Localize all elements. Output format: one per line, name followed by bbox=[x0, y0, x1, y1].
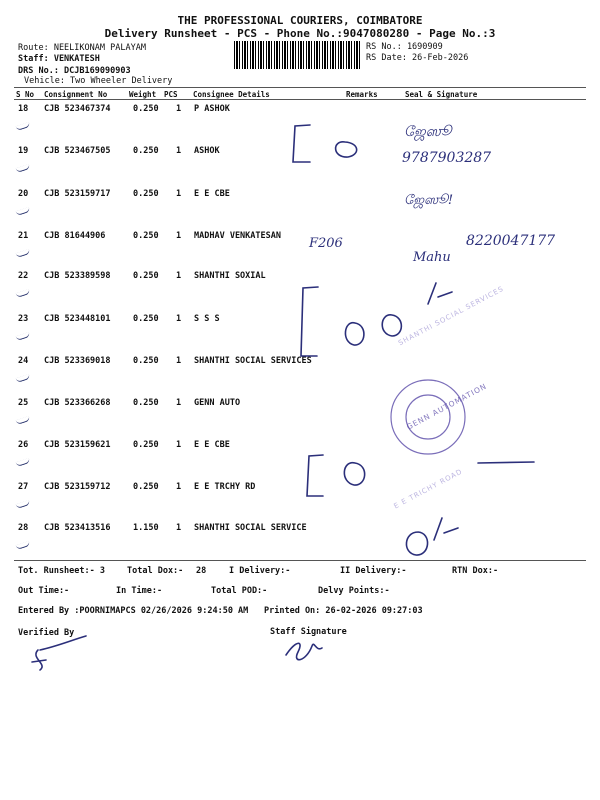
row-consignment: CJB 523467374 bbox=[44, 104, 111, 114]
row-pcs: 1 bbox=[176, 231, 182, 241]
line-mark bbox=[478, 462, 534, 463]
bracket-mark-2 bbox=[301, 287, 318, 356]
row-consignment: CJB 523159621 bbox=[44, 440, 111, 450]
circled-2-mark-2 bbox=[344, 463, 364, 485]
row-consignment: CJB 523369018 bbox=[44, 356, 111, 366]
row-consignment: CJB 523467505 bbox=[44, 146, 111, 156]
col-seal-signature: Seal & Signature bbox=[405, 90, 478, 99]
row-consignment: CJB 523366268 bbox=[44, 398, 111, 408]
row-pcs: 1 bbox=[176, 104, 182, 114]
row-consignment: CJB 523413516 bbox=[44, 523, 111, 533]
row-consignee: SHANTHI SOCIAL SERVICE bbox=[194, 523, 307, 533]
row-consignee: SHANTHI SOXIAL bbox=[194, 271, 266, 281]
row-weight: 0.250 bbox=[133, 189, 159, 199]
row-consignment: CJB 81644906 bbox=[44, 231, 106, 241]
row-sno: 20 bbox=[18, 189, 29, 199]
row-weight: 0.250 bbox=[133, 271, 159, 281]
in-time: In Time:- bbox=[116, 586, 163, 596]
entered-by: Entered By :POORNIMAPCS 02/26/2026 9:24:50 AM bbox=[18, 606, 249, 616]
handwritten-phone-19: 9787903287 bbox=[402, 150, 492, 166]
bracket-mark-3 bbox=[307, 455, 323, 496]
bracket-mark-1 bbox=[293, 125, 310, 162]
row-sno: 22 bbox=[18, 271, 29, 281]
row-sno: 26 bbox=[18, 440, 29, 450]
row-sno: 25 bbox=[18, 398, 29, 408]
row-pcs: 1 bbox=[176, 146, 182, 156]
row-weight: 0.250 bbox=[133, 356, 159, 366]
circled-3-mark-1 bbox=[345, 323, 363, 345]
delvy-points: Delvy Points:- bbox=[318, 586, 390, 596]
route-label: Route: NEELIKONAM PALAYAM bbox=[18, 43, 146, 53]
handwritten-phone-21: 8220047177 bbox=[466, 233, 556, 249]
slash-mark-2 bbox=[434, 518, 458, 540]
row-weight: 0.250 bbox=[133, 314, 159, 324]
row-sno: 23 bbox=[18, 314, 29, 324]
circled-3-mark-2 bbox=[382, 315, 401, 336]
col-sno: S No bbox=[16, 90, 35, 99]
row-sno: 28 bbox=[18, 523, 29, 533]
row-pcs: 1 bbox=[176, 398, 182, 408]
row-consignee: E E TRCHY RD bbox=[194, 482, 256, 492]
i-delivery: I Delivery:- bbox=[229, 566, 291, 576]
row-weight: 0.250 bbox=[133, 104, 159, 114]
row-weight: 0.250 bbox=[133, 146, 159, 156]
row-consignee: E E CBE bbox=[194, 189, 230, 199]
row-pcs: 1 bbox=[176, 482, 182, 492]
handwritten-mark-20: ஜேஸூ! bbox=[404, 193, 454, 208]
ii-delivery: II Delivery:- bbox=[340, 566, 407, 576]
oval-mark bbox=[406, 532, 427, 555]
staff-signature bbox=[286, 643, 322, 659]
row-pcs: 1 bbox=[176, 314, 182, 324]
faded-stamp-2: E E TRICHY ROAD bbox=[392, 467, 464, 511]
row-consignment: CJB 523159712 bbox=[44, 482, 111, 492]
row-sno: 18 bbox=[18, 104, 29, 114]
vehicle-label: Vehicle: Two Wheeler Delivery bbox=[24, 76, 173, 86]
rtn-dox: RTN Dox:- bbox=[452, 566, 499, 576]
handwritten-name: Mahu bbox=[413, 250, 451, 265]
staff-label: Staff: VENKATESH bbox=[18, 54, 100, 64]
row-consignee: ASHOK bbox=[194, 146, 220, 156]
row-pcs: 1 bbox=[176, 523, 182, 533]
col-consignee: Consignee Details bbox=[193, 90, 270, 99]
company-title: THE PROFESSIONAL COURIERS, COIMBATORE bbox=[177, 14, 423, 27]
col-weight: Weight bbox=[129, 90, 157, 99]
row-consignee: SHANTHI SOCIAL SERVICES bbox=[194, 356, 312, 366]
row-consignee: P ASHOK bbox=[194, 104, 230, 114]
row-weight: 0.250 bbox=[133, 482, 159, 492]
rs-number: RS No.: 1690909 bbox=[366, 42, 443, 52]
row-weight: 1.150 bbox=[133, 523, 159, 533]
out-time: Out Time:- bbox=[18, 586, 70, 596]
row-weight: 0.250 bbox=[133, 440, 159, 450]
row-consignee: MADHAV VENKATESAN bbox=[194, 231, 281, 241]
tot-runsheet: Tot. Runsheet:- 3 bbox=[18, 566, 105, 576]
drs-label: DRS No.: DCJB169090903 bbox=[18, 66, 131, 76]
total-dox-value: 28 bbox=[196, 566, 207, 576]
row-pcs: 1 bbox=[176, 440, 182, 450]
verified-by-label: Verified By bbox=[18, 628, 75, 638]
row-consignment: CJB 523389598 bbox=[44, 271, 111, 281]
row-pcs: 1 bbox=[176, 189, 182, 199]
row-weight: 0.250 bbox=[133, 398, 159, 408]
row-sno: 24 bbox=[18, 356, 29, 366]
col-pcs: PCS bbox=[164, 90, 178, 99]
handwritten-f206: F206 bbox=[309, 236, 343, 251]
verified-signature bbox=[32, 636, 86, 670]
row-weight: 0.250 bbox=[133, 231, 159, 241]
staff-signature-label: Staff Signature bbox=[270, 627, 347, 637]
row-pcs: 1 bbox=[176, 271, 182, 281]
row-consignment: CJB 523448101 bbox=[44, 314, 111, 324]
col-consignment: Consignment No bbox=[44, 90, 108, 99]
faded-stamp-1: SHANTHI SOCIAL SERVICES bbox=[397, 284, 506, 348]
runsheet-subtitle: Delivery Runsheet - PCS - Phone No.:9047080280 - Page No.:3 bbox=[104, 27, 496, 40]
total-dox-label: Total Dox:- bbox=[127, 566, 184, 576]
slash-mark-1 bbox=[428, 283, 452, 304]
row-consignment: CJB 523159717 bbox=[44, 189, 111, 199]
row-consignee: S S S bbox=[194, 314, 220, 324]
rs-date: RS Date: 26-Feb-2026 bbox=[366, 53, 469, 63]
row-consignee: GENN AUTO bbox=[194, 398, 241, 408]
row-consignee: E E CBE bbox=[194, 440, 230, 450]
total-pod: Total POD:- bbox=[211, 586, 268, 596]
row-pcs: 1 bbox=[176, 356, 182, 366]
row-sno: 27 bbox=[18, 482, 29, 492]
circled-2-mark-1 bbox=[336, 142, 357, 157]
row-sno: 21 bbox=[18, 231, 29, 241]
round-seal-text: GENN AUTOMATION bbox=[405, 381, 489, 432]
col-remarks: Remarks bbox=[346, 90, 378, 99]
handwritten-note-20: ஜேஸூ bbox=[404, 124, 452, 140]
row-sno: 19 bbox=[18, 146, 29, 156]
printed-on: Printed On: 26-02-2026 09:27:03 bbox=[264, 606, 423, 616]
